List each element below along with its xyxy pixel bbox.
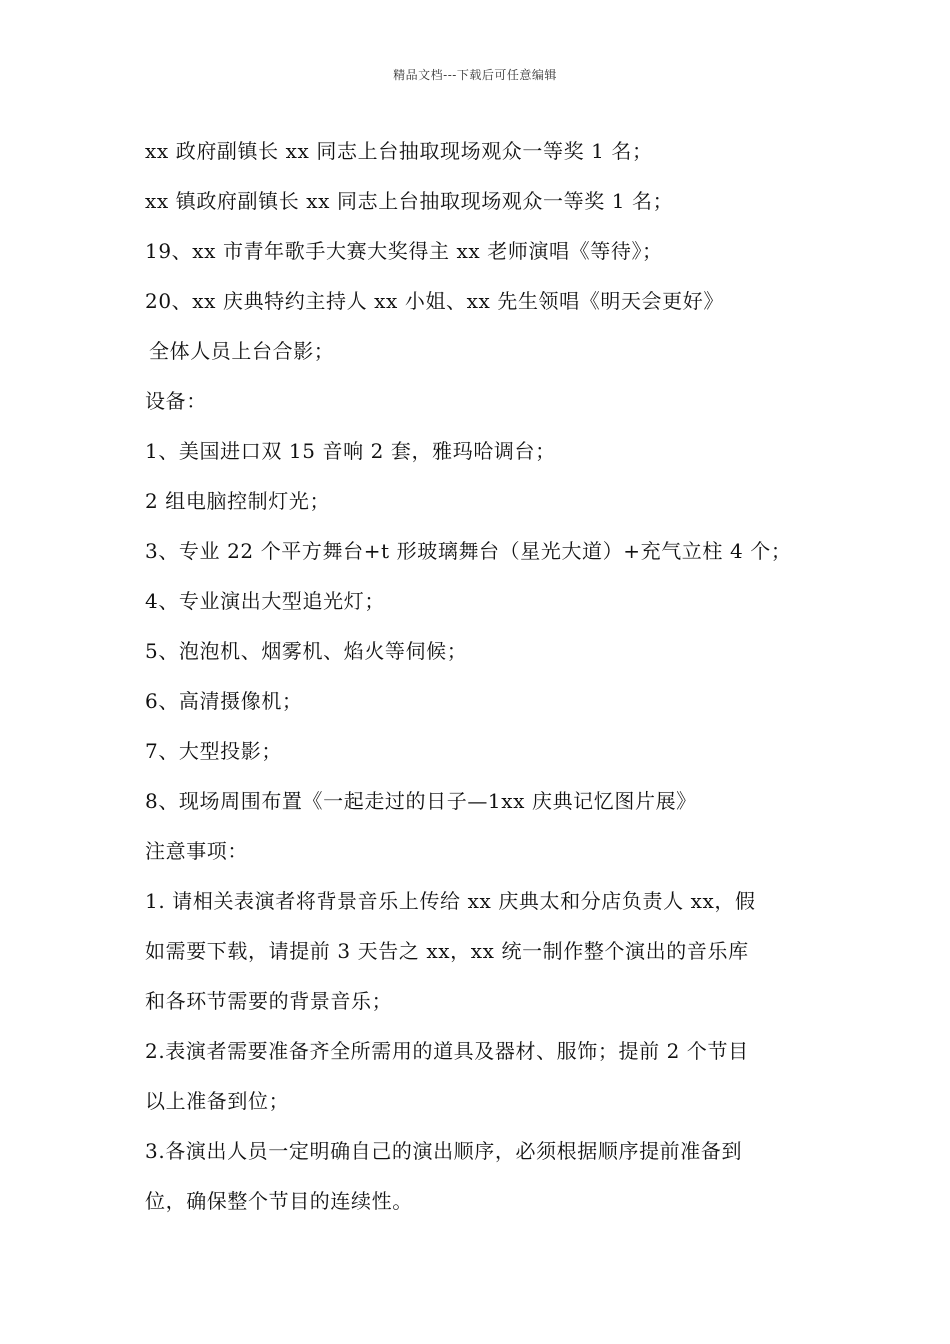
text-line: xx 镇政府副镇长 xx 同志上台抽取现场观众一等奖 1 名；	[145, 189, 674, 213]
list-item: 1、美国进口双 15 音响 2 套，雅玛哈调台；	[145, 439, 556, 463]
note-line: 以上准备到位；	[145, 1089, 290, 1113]
note-line: 如需要下载，请提前 3 天告之 xx，xx 统一制作整个演出的音乐库	[145, 939, 749, 963]
note-line: 和各环节需要的背景音乐；	[145, 989, 393, 1013]
note-line: 3.各演出人员一定明确自己的演出顺序，必须根据顺序提前准备到	[145, 1139, 743, 1163]
list-item: 7、大型投影；	[145, 739, 282, 763]
text-line: xx 政府副镇长 xx 同志上台抽取现场观众一等奖 1 名；	[145, 139, 653, 163]
note-line: 2.表演者需要准备齐全所需用的道具及器材、服饰；提前 2 个节目	[145, 1039, 749, 1063]
text-line: 19、xx 市青年歌手大赛大奖得主 xx 老师演唱《等待》；	[145, 239, 663, 263]
list-item: 8、现场周围布置《一起走过的日子—1xx 庆典记忆图片展》	[145, 789, 697, 813]
text-line: 20、xx 庆典特约主持人 xx 小姐、xx 先生领唱《明天会更好》	[145, 289, 724, 313]
list-item: 2 组电脑控制灯光；	[145, 489, 331, 513]
note-line: 1. 请相关表演者将背景音乐上传给 xx 庆典太和分店负责人 xx，假	[145, 889, 756, 913]
section-heading-notes: 注意事项：	[145, 839, 248, 863]
list-item: 5、泡泡机、烟雾机、焰火等伺候；	[145, 639, 468, 663]
text-line: 全体人员上台合影；	[149, 339, 335, 363]
page-header: 精品文档---下载后可任意编辑	[393, 68, 557, 82]
note-line: 位，确保整个节目的连续性。	[145, 1189, 413, 1213]
list-item: 3、专业 22 个平方舞台+t 形玻璃舞台（星光大道）+充气立柱 4 个；	[145, 539, 792, 563]
section-heading-equipment: 设备：	[145, 389, 207, 413]
list-item: 6、高清摄像机；	[145, 689, 303, 713]
list-item: 4、专业演出大型追光灯；	[145, 589, 385, 613]
